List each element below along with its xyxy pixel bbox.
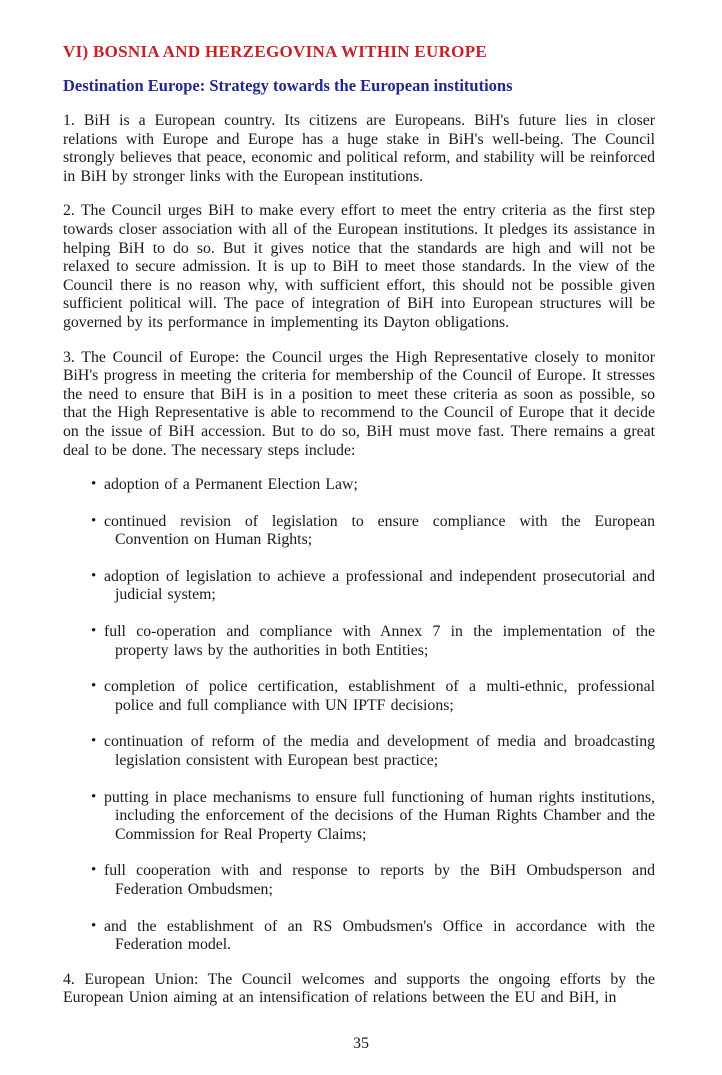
bullet-icon xyxy=(91,732,96,751)
list-item xyxy=(63,568,655,605)
list-item xyxy=(63,789,655,845)
paragraph-1: 1. BiH is a European country. Its citizens are Europeans. BiH's future lies in closer relations with Europe and Europe has a huge stake in BiH's well-being. The Council strongly believes that peace, economic and political reform, and stability will be reinforced in BiH by stronger links with the European institutions. xyxy=(63,112,655,185)
bullet-icon xyxy=(91,475,96,494)
list-item-text: continuation of reform of the media and development of media and broadcasting legislation consistent with European best practice; xyxy=(104,733,655,770)
list-item xyxy=(63,862,655,899)
paragraph-3: 3. The Council of Europe: the Council urges the High Representative closely to monitor BiH's progress in meeting the criteria for membership of the Council of Europe. It stresses the need to ensure that BiH is in a position to meet these criteria as soon as possible, so that the High Representative is able to recommend to the Council of Europe that it decide on the issue of BiH accession. But to do so, BiH must move fast. There remains a great deal to be done. The necessary steps include: xyxy=(63,348,655,459)
list-item-text: putting in place mechanisms to ensure full functioning of human rights institutions, including the enforcement of the decisions of the Human Rights Chamber and the Commission for Real Property Claims; xyxy=(104,788,655,843)
list-item xyxy=(63,476,655,495)
list-item-text: completion of police certification, establishment of a multi-ethnic, professional police and full compliance with UN IPTF decisions; xyxy=(104,678,655,714)
list-item-text: continued revision of legislation to ensure compliance with the European Convention on Human Rights; xyxy=(104,512,655,549)
list-item xyxy=(63,678,655,715)
subsection-heading: Destination Europe: Strategy towards the European institutions xyxy=(63,76,513,95)
bullet-icon xyxy=(91,677,96,696)
list-item xyxy=(63,513,655,550)
paragraph-2: 2. The Council urges BiH to make every effort to meet the entry criteria as the first step towards closer association with all of the European institutions. It pledges its assistance in helping BiH to do so. But it gives notice that the standards are high and will not be relaxed to secure admission. It is up to BiH to meet those standards. In the view of the Council there is no reason why, with sufficient effort, this should not be possible given sufficient political will. The pace of integration of BiH into European structures will be governed by its performance in implementing its Dayton obligations. xyxy=(63,202,655,331)
list-item-text: adoption of legislation to achieve a professional and independent prosecutorial and judicial system; xyxy=(104,567,655,604)
list-item xyxy=(63,733,655,770)
list-item-text: full cooperation with and response to reports by the BiH Ombudsperson and Federation Ombudsmen; xyxy=(104,862,655,898)
bullet-icon xyxy=(91,861,96,880)
list-item-text: full co-operation and compliance with Annex 7 in the implementation of the property laws by the authorities in both Entities; xyxy=(104,623,655,659)
bullet-icon xyxy=(91,788,96,807)
bullet-icon xyxy=(91,917,96,936)
bullet-icon xyxy=(91,567,96,586)
section-heading: VI) BOSNIA AND HERZEGOVINA WITHIN EUROPE xyxy=(63,42,488,61)
paragraph-4: 4. European Union: The Council welcomes and supports the ongoing efforts by the European Union aiming at an intensification of relations between the EU and BiH, in xyxy=(63,970,655,1007)
list-item xyxy=(63,623,655,660)
list-item-text: and the establishment of an RS Ombudsmen's Office in accordance with the Federation model. xyxy=(104,917,655,954)
list-item xyxy=(63,918,655,955)
list-item-text: adoption of a Permanent Election Law; xyxy=(104,476,358,494)
bullet-icon xyxy=(91,512,96,531)
page-number: 35 xyxy=(353,1035,369,1052)
necessary-steps-list xyxy=(63,476,655,955)
bullet-icon xyxy=(91,622,96,641)
